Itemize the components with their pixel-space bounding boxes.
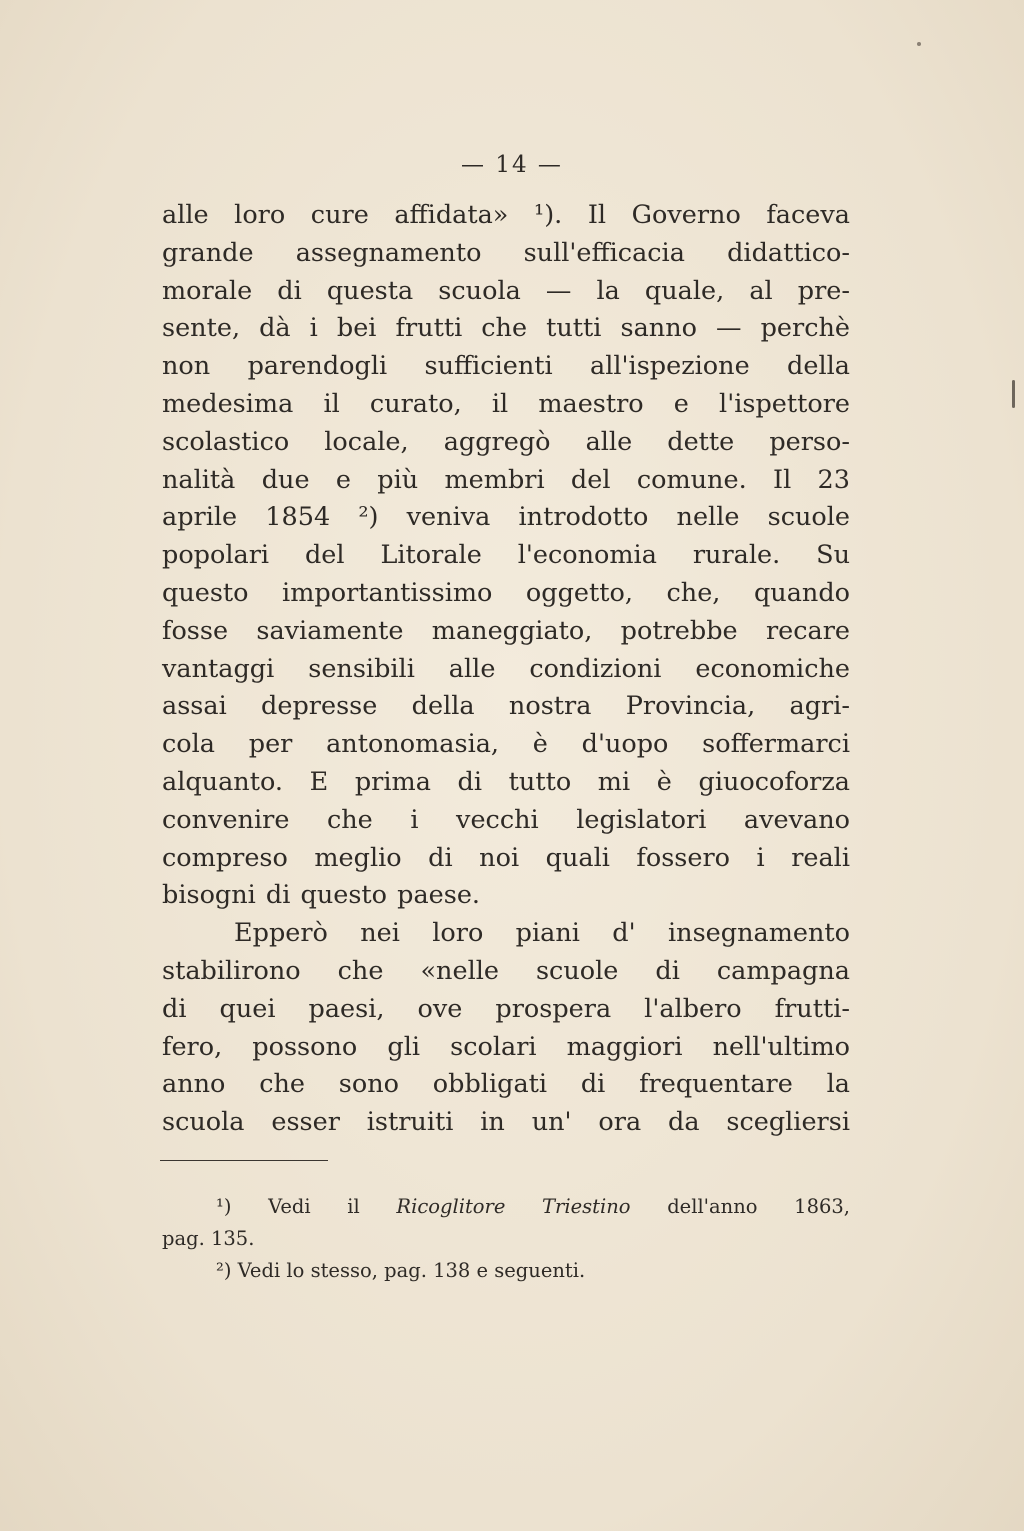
- footnote-2-marker: ²): [216, 1259, 232, 1282]
- text-line: non parendogli sufficienti all'ispezione della: [162, 351, 850, 382]
- text-line: cola per antonomasia, è d'uopo soffermarci: [162, 729, 850, 760]
- body-text: [162, 197, 850, 1142]
- text-line: scuola esser istruiti in un' ora da scegliersi: [162, 1107, 850, 1138]
- paper-speck: [1012, 380, 1015, 408]
- text-line: stabilirono che «nelle scuole di campagna: [162, 955, 850, 986]
- footnotes: [162, 1191, 850, 1287]
- text-line: assai depresse della nostra Provincia, agri-: [162, 691, 850, 722]
- text-line: medesima il curato, il maestro e l'ispettore: [162, 388, 850, 419]
- page-number: — 14 —: [461, 152, 563, 178]
- text-line: di quei paesi, ove prospera l'albero frutti-: [162, 993, 850, 1024]
- text-line: grande assegnamento sull'efficacia didattico-: [162, 237, 850, 268]
- text-line: fosse saviamente maneggiato, potrebbe recare: [162, 615, 850, 646]
- text-line: compreso meglio di noi quali fossero i reali: [162, 842, 850, 873]
- text-line: nalità due e più membri del comune. Il 23: [162, 464, 850, 495]
- footnote-1-continuation: pag. 135.: [162, 1227, 255, 1250]
- footnote-2-text: Vedi lo stesso, pag. 138 e seguenti.: [237, 1259, 586, 1282]
- text-line: aprile 1854 ²) veniva introdotto nelle scuole: [162, 502, 850, 533]
- footnote-1-text: Vedi il: [268, 1195, 360, 1218]
- text-line: anno che sono obbligati di frequentare la: [162, 1069, 850, 1100]
- footnote-1-title: Ricoglitore Triestino: [396, 1195, 631, 1218]
- footnote-2: [162, 1255, 850, 1287]
- paragraph-start-line: Epperò nei loro piani d' insegnamento: [234, 918, 850, 949]
- text-line: convenire che i vecchi legislatori avevano: [162, 804, 850, 835]
- text-line: vantaggi sensibili alle condizioni economiche: [162, 653, 850, 684]
- paper-speck: [917, 42, 921, 46]
- footnote-1: [162, 1191, 850, 1223]
- text-line: morale di questa scuola — la quale, al pre-: [162, 275, 850, 306]
- text-line: alquanto. E prima di tutto mi è giuocoforza: [162, 766, 850, 797]
- text-line: scolastico locale, aggregò alle dette perso-: [162, 426, 850, 457]
- footnote-divider: [160, 1160, 328, 1161]
- text-line: alle loro cure affidata» ¹). Il Governo faceva: [162, 200, 850, 230]
- footnote-1-year: dell'anno 1863,: [667, 1195, 850, 1218]
- text-line: popolari del Litorale l'economia rurale. Su: [162, 540, 850, 571]
- text-line: questo importantissimo oggetto, che, quando: [162, 577, 850, 608]
- footnote-1-marker: ¹): [216, 1195, 232, 1218]
- text-line: sente, dà i bei frutti che tutti sanno — perchè: [162, 313, 850, 344]
- paragraph-end-line: bisogni di questo paese.: [162, 880, 481, 911]
- text-line: fero, possono gli scolari maggiori nell'ultimo: [162, 1031, 850, 1062]
